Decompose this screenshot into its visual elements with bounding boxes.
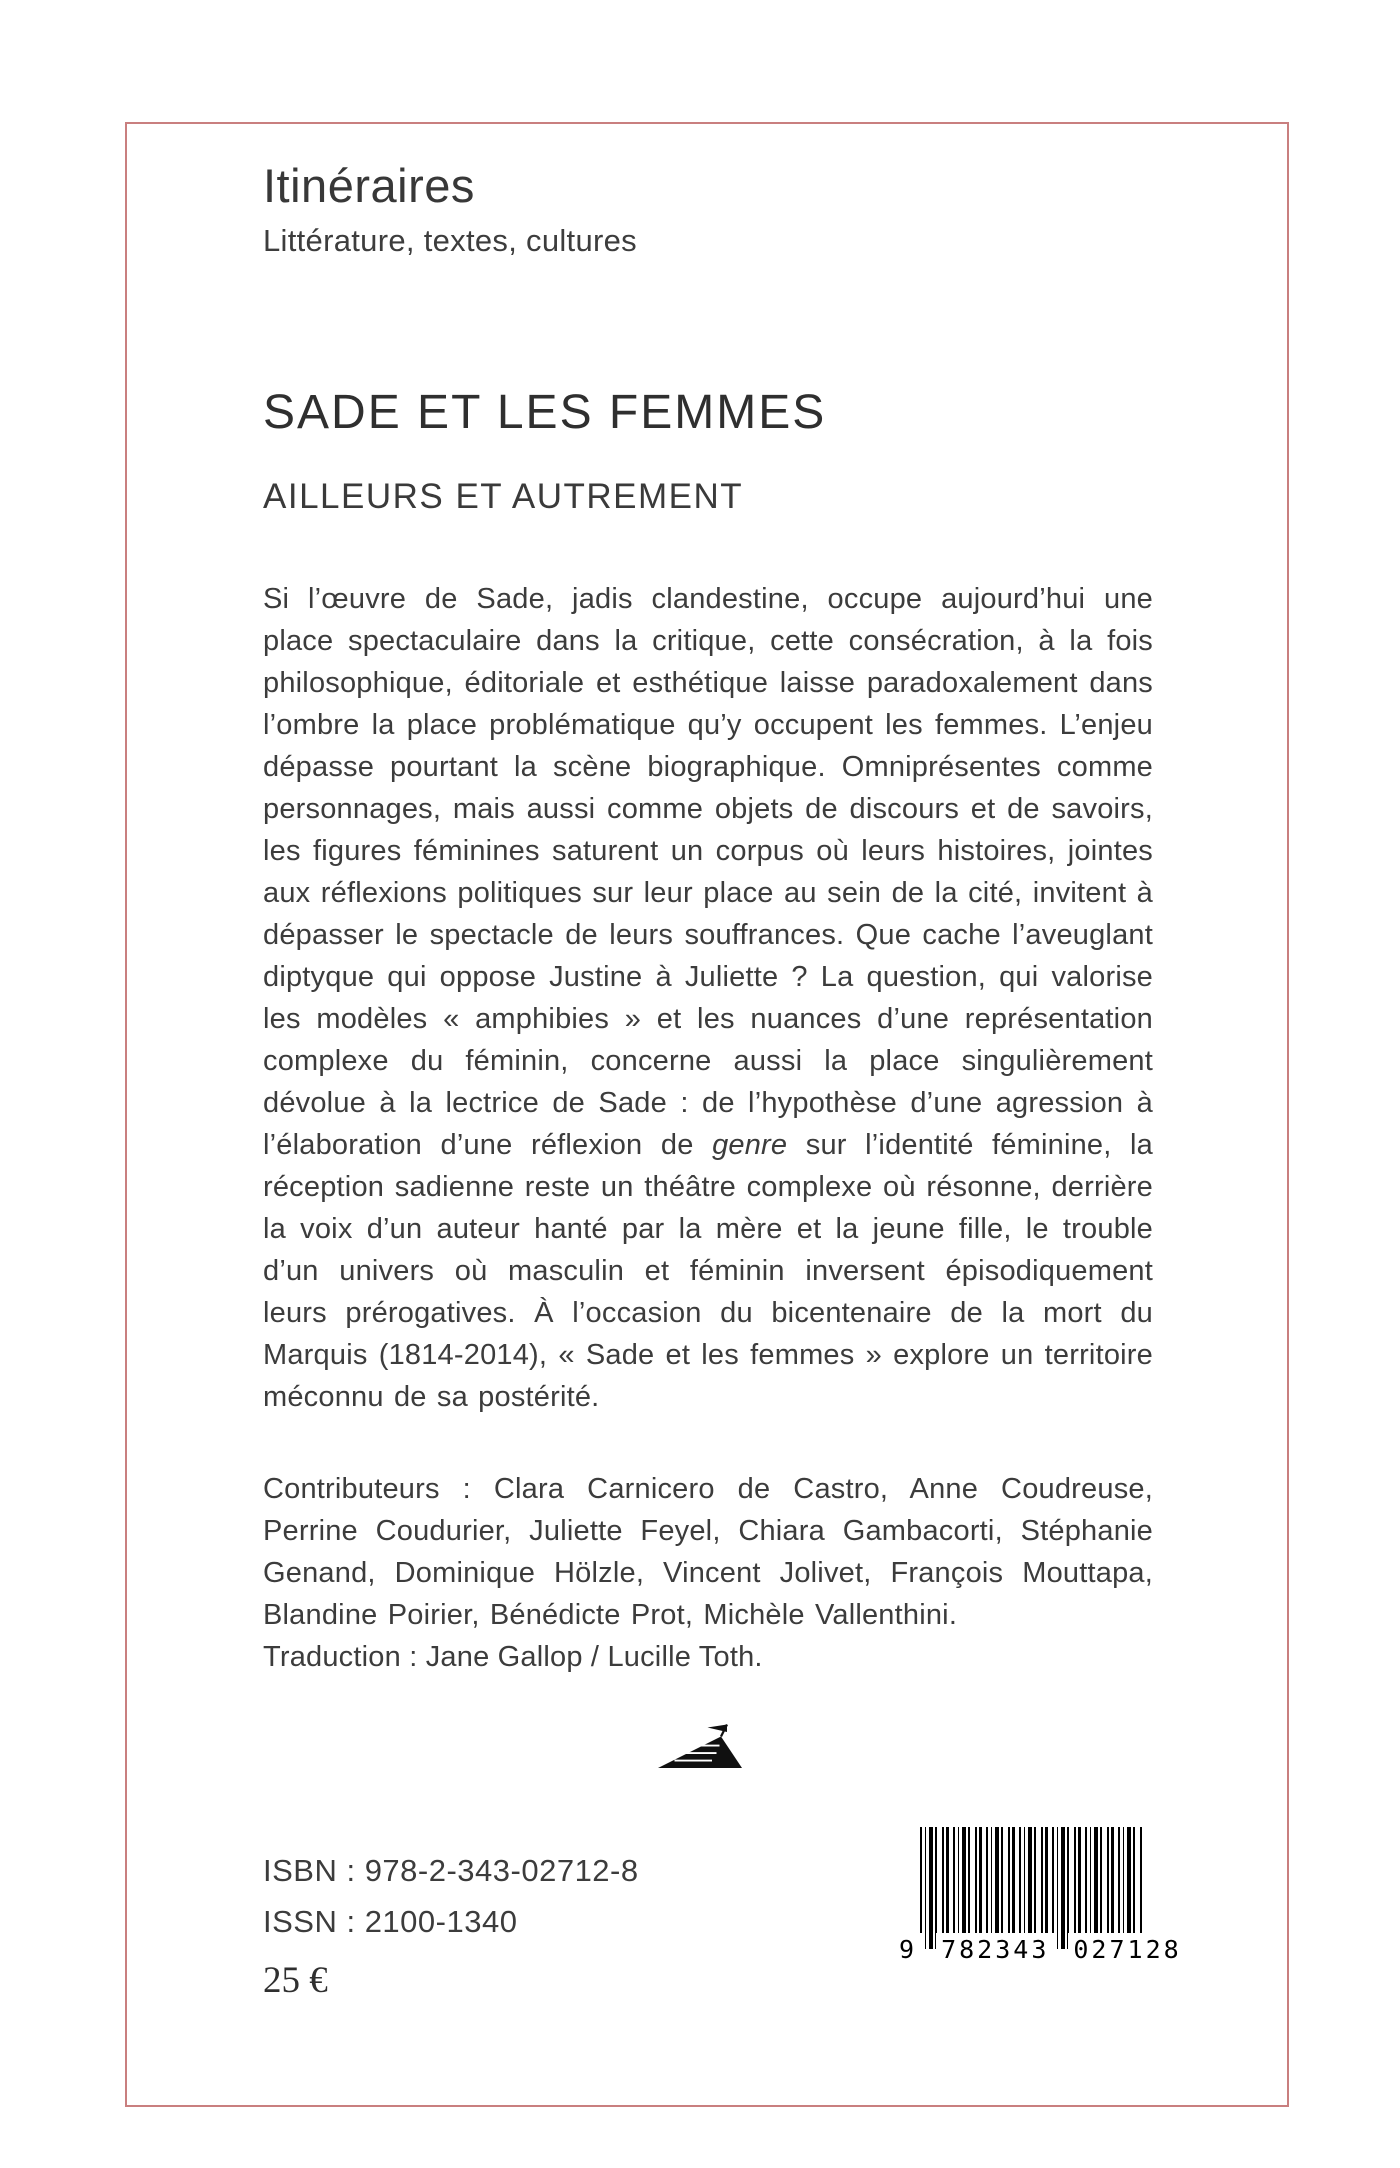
back-cover-blurb <box>263 578 1153 1418</box>
title-block <box>263 385 826 518</box>
imprint-block <box>263 1845 639 2002</box>
translation-text: Traduction : Jane Gallop / Lucille Toth. <box>263 1641 763 1673</box>
barcode-digit-group: 782343 <box>936 1933 1054 1964</box>
barcode-digit-group: 027128 <box>1068 1933 1186 1964</box>
blurb-italic-word: genre <box>712 1129 788 1161</box>
barcode <box>894 1827 1182 1985</box>
collection-header <box>263 158 637 260</box>
barcode-bars <box>920 1827 1142 1949</box>
publisher-logo-icon <box>655 1718 745 1776</box>
blurb-text-part1: Si l’œuvre de Sade, jadis clandestine, occupe aujourd’hui une place spectaculaire dans la critique, cette consécration, à la fois philosophique, éditoriale et esthétique laisse paradoxalement dans l’ombre la place problématique qu’y occupent les femmes. L’enjeu dépasse pourtant la scène biographique. Omniprésentes comme personnages, mais aussi comme objets de discours et de savoirs, les figures féminines saturent un corpus où leurs histoires, jointes aux réflexions politiques sur leur place au sein de la cité, invitent à dépasser le spectacle de leurs souffrances. Que cache l’aveuglant diptyque qui oppose Justine à Juliette ? La question, qui valorise les modèles « amphibies » et les nuances d’une représentation complexe du féminin, concerne aussi la place singulièrement dévolue à la lectrice de Sade : de l’hypothèse d’une agression à l’élaboration d’une réflexion de <box>263 583 1153 1161</box>
collection-subtitle: Littérature, textes, cultures <box>263 223 637 258</box>
issn-text: ISSN : 2100-1340 <box>263 1904 518 1939</box>
price-text: 25 € <box>263 1960 328 2001</box>
book-title: SADE ET LES FEMMES <box>263 386 827 439</box>
barcode-digit-group: 9 <box>894 1933 922 1964</box>
credits-block <box>263 1468 1153 1678</box>
barcode-digits <box>894 1933 1182 1964</box>
blurb-text-part2: sur l’identité féminine, la réception sadienne reste un théâtre complexe où résonne, derrière la voix d’un auteur hanté par la mère et la jeune fille, le trouble d’un univers où masculin et féminin inversent épisodiquement leurs prérogatives. À l’occasion du bicentenaire de la mort du Marquis (1814-2014), « Sade et les femmes » explore un territoire méconnu de sa postérité. <box>263 1129 1153 1413</box>
contributors-text: Contributeurs : Clara Carnicero de Castro, Anne Coudreuse, Perrine Coudurier, Juliette Feyel, Chiara Gambacorti, Stéphanie Genand, Dominique Hölzle, Vincent Jolivet, François Mouttapa, Blandine Poirier, Bénédicte Prot, Michèle Vallenthini. <box>263 1473 1153 1631</box>
isbn-text: ISBN : 978-2-343-02712-8 <box>263 1853 639 1888</box>
collection-name: Itinéraires <box>263 159 475 212</box>
book-subtitle: AILLEURS ET AUTREMENT <box>263 477 744 516</box>
